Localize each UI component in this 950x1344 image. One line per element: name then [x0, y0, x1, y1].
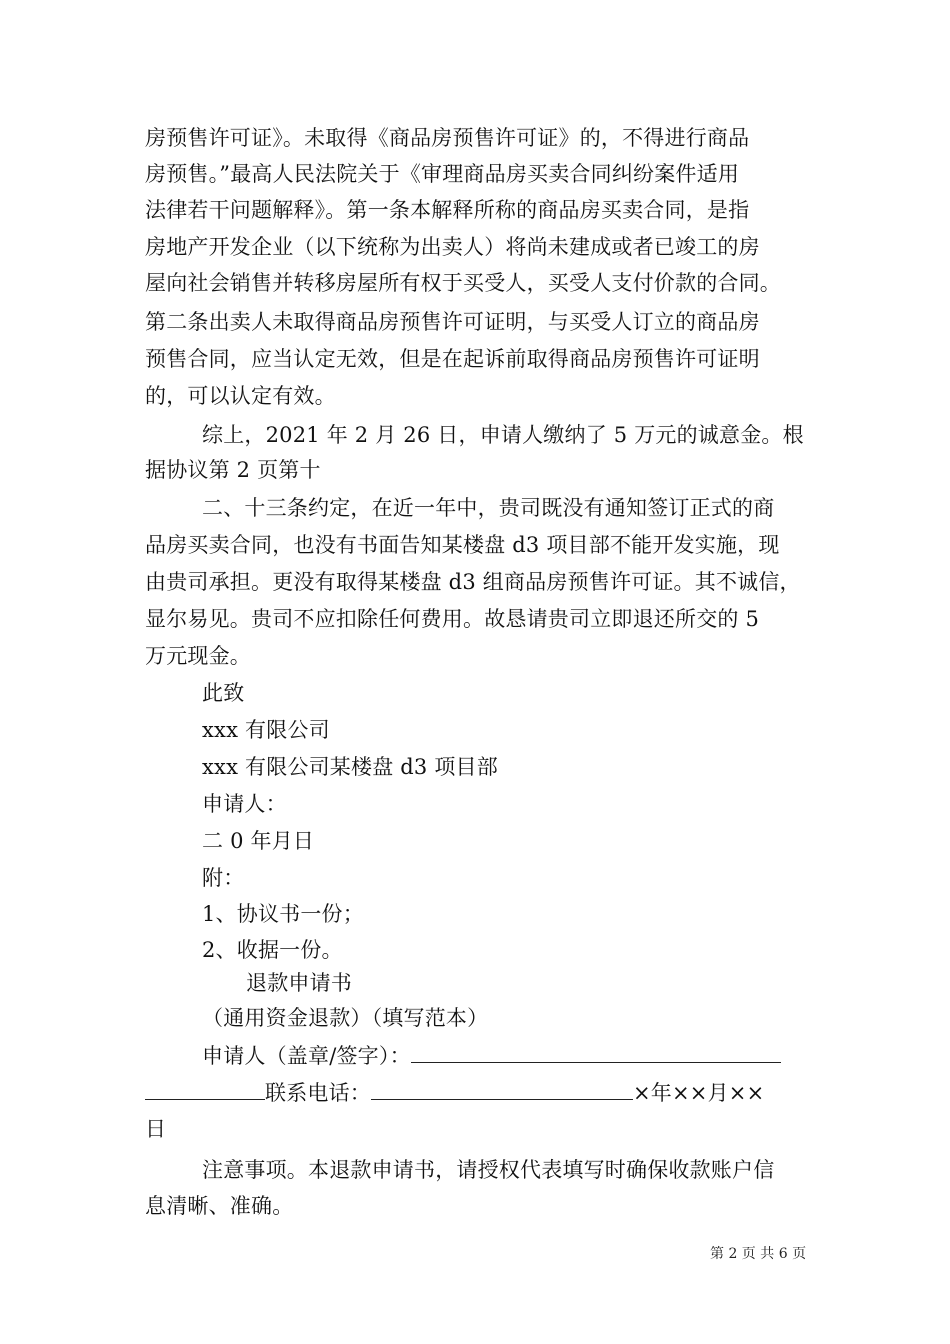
body-line: 万元现金。 [145, 644, 251, 668]
body-line: 房预售。”最高人民法院关于《审理商品房买卖合同纠纷案件适用 [145, 162, 740, 186]
attachments-heading: 附： [202, 866, 245, 890]
form-title: 退款申请书 [246, 971, 352, 995]
phone-row [145, 1078, 764, 1108]
date-line: 二 0 年月日 [202, 829, 315, 853]
signature-blank-continued [145, 1079, 265, 1100]
salutation: 此致 [202, 681, 245, 705]
notice-line: 注意事项。本退款申请书，请授权代表填写时确保收款账户信 [202, 1158, 775, 1182]
body-line: 屋向社会销售并转移房屋所有权于买受人，买受人支付价款的合同。 [145, 271, 781, 295]
attachment-item: 2、收据一份。 [202, 938, 343, 962]
date-template: ×年××月×× [633, 1081, 765, 1105]
attachment-item: 1、协议书一份； [202, 902, 364, 926]
body-line: 房预售许可证》。未取得《商品房预售许可证》的，不得进行商品 [145, 126, 750, 150]
body-line: 房地产开发企业（以下统称为出卖人）将尚未建成或者已竣工的房 [145, 235, 760, 259]
body-line: 据协议第 2 页第十 [145, 458, 321, 482]
body-line: 二、十三条约定，在近一年中，贵司既没有通知签订正式的商 [202, 496, 775, 520]
body-line: 综上，2021 年 2 月 26 日，申请人缴纳了 5 万元的诚意金。根 [202, 423, 804, 447]
phone-label: 联系电话： [265, 1081, 371, 1105]
body-line: 预售合同，应当认定无效，但是在起诉前取得商品房预售许可证明 [145, 347, 760, 371]
body-line: 显尔易见。贵司不应扣除任何费用。故恳请贵司立即退还所交的 5 [145, 607, 760, 631]
body-line: 法律若干问题解释》。第一条本解释所称的商品房买卖合同，是指 [145, 198, 750, 222]
signature-row [202, 1041, 781, 1071]
body-line: 品房买卖合同，也没有书面告知某楼盘 d3 项目部不能开发实施，现 [145, 533, 780, 557]
body-line: 的，可以认定有效。 [145, 384, 336, 408]
date-template-end: 日 [145, 1117, 167, 1141]
notice-line: 息清晰、准确。 [145, 1194, 294, 1218]
page-number: 第 2 页 共 6 页 [710, 1246, 807, 1262]
body-line: 第二条出卖人未取得商品房预售许可证明，与买受人订立的商品房 [145, 310, 760, 334]
body-line: 由贵司承担。更没有取得某楼盘 d3 组商品房预售许可证。其不诚信， [145, 570, 801, 594]
recipient-project: xxx 有限公司某楼盘 d3 项目部 [202, 755, 498, 779]
signature-label: 申请人（盖章/签字）： [202, 1044, 411, 1068]
phone-blank [371, 1079, 633, 1100]
recipient-company: xxx 有限公司 [202, 718, 330, 742]
applicant-label: 申请人： [202, 792, 287, 816]
signature-blank [411, 1042, 781, 1063]
form-subtitle: （通用资金退款）（填写范本） [202, 1006, 489, 1030]
